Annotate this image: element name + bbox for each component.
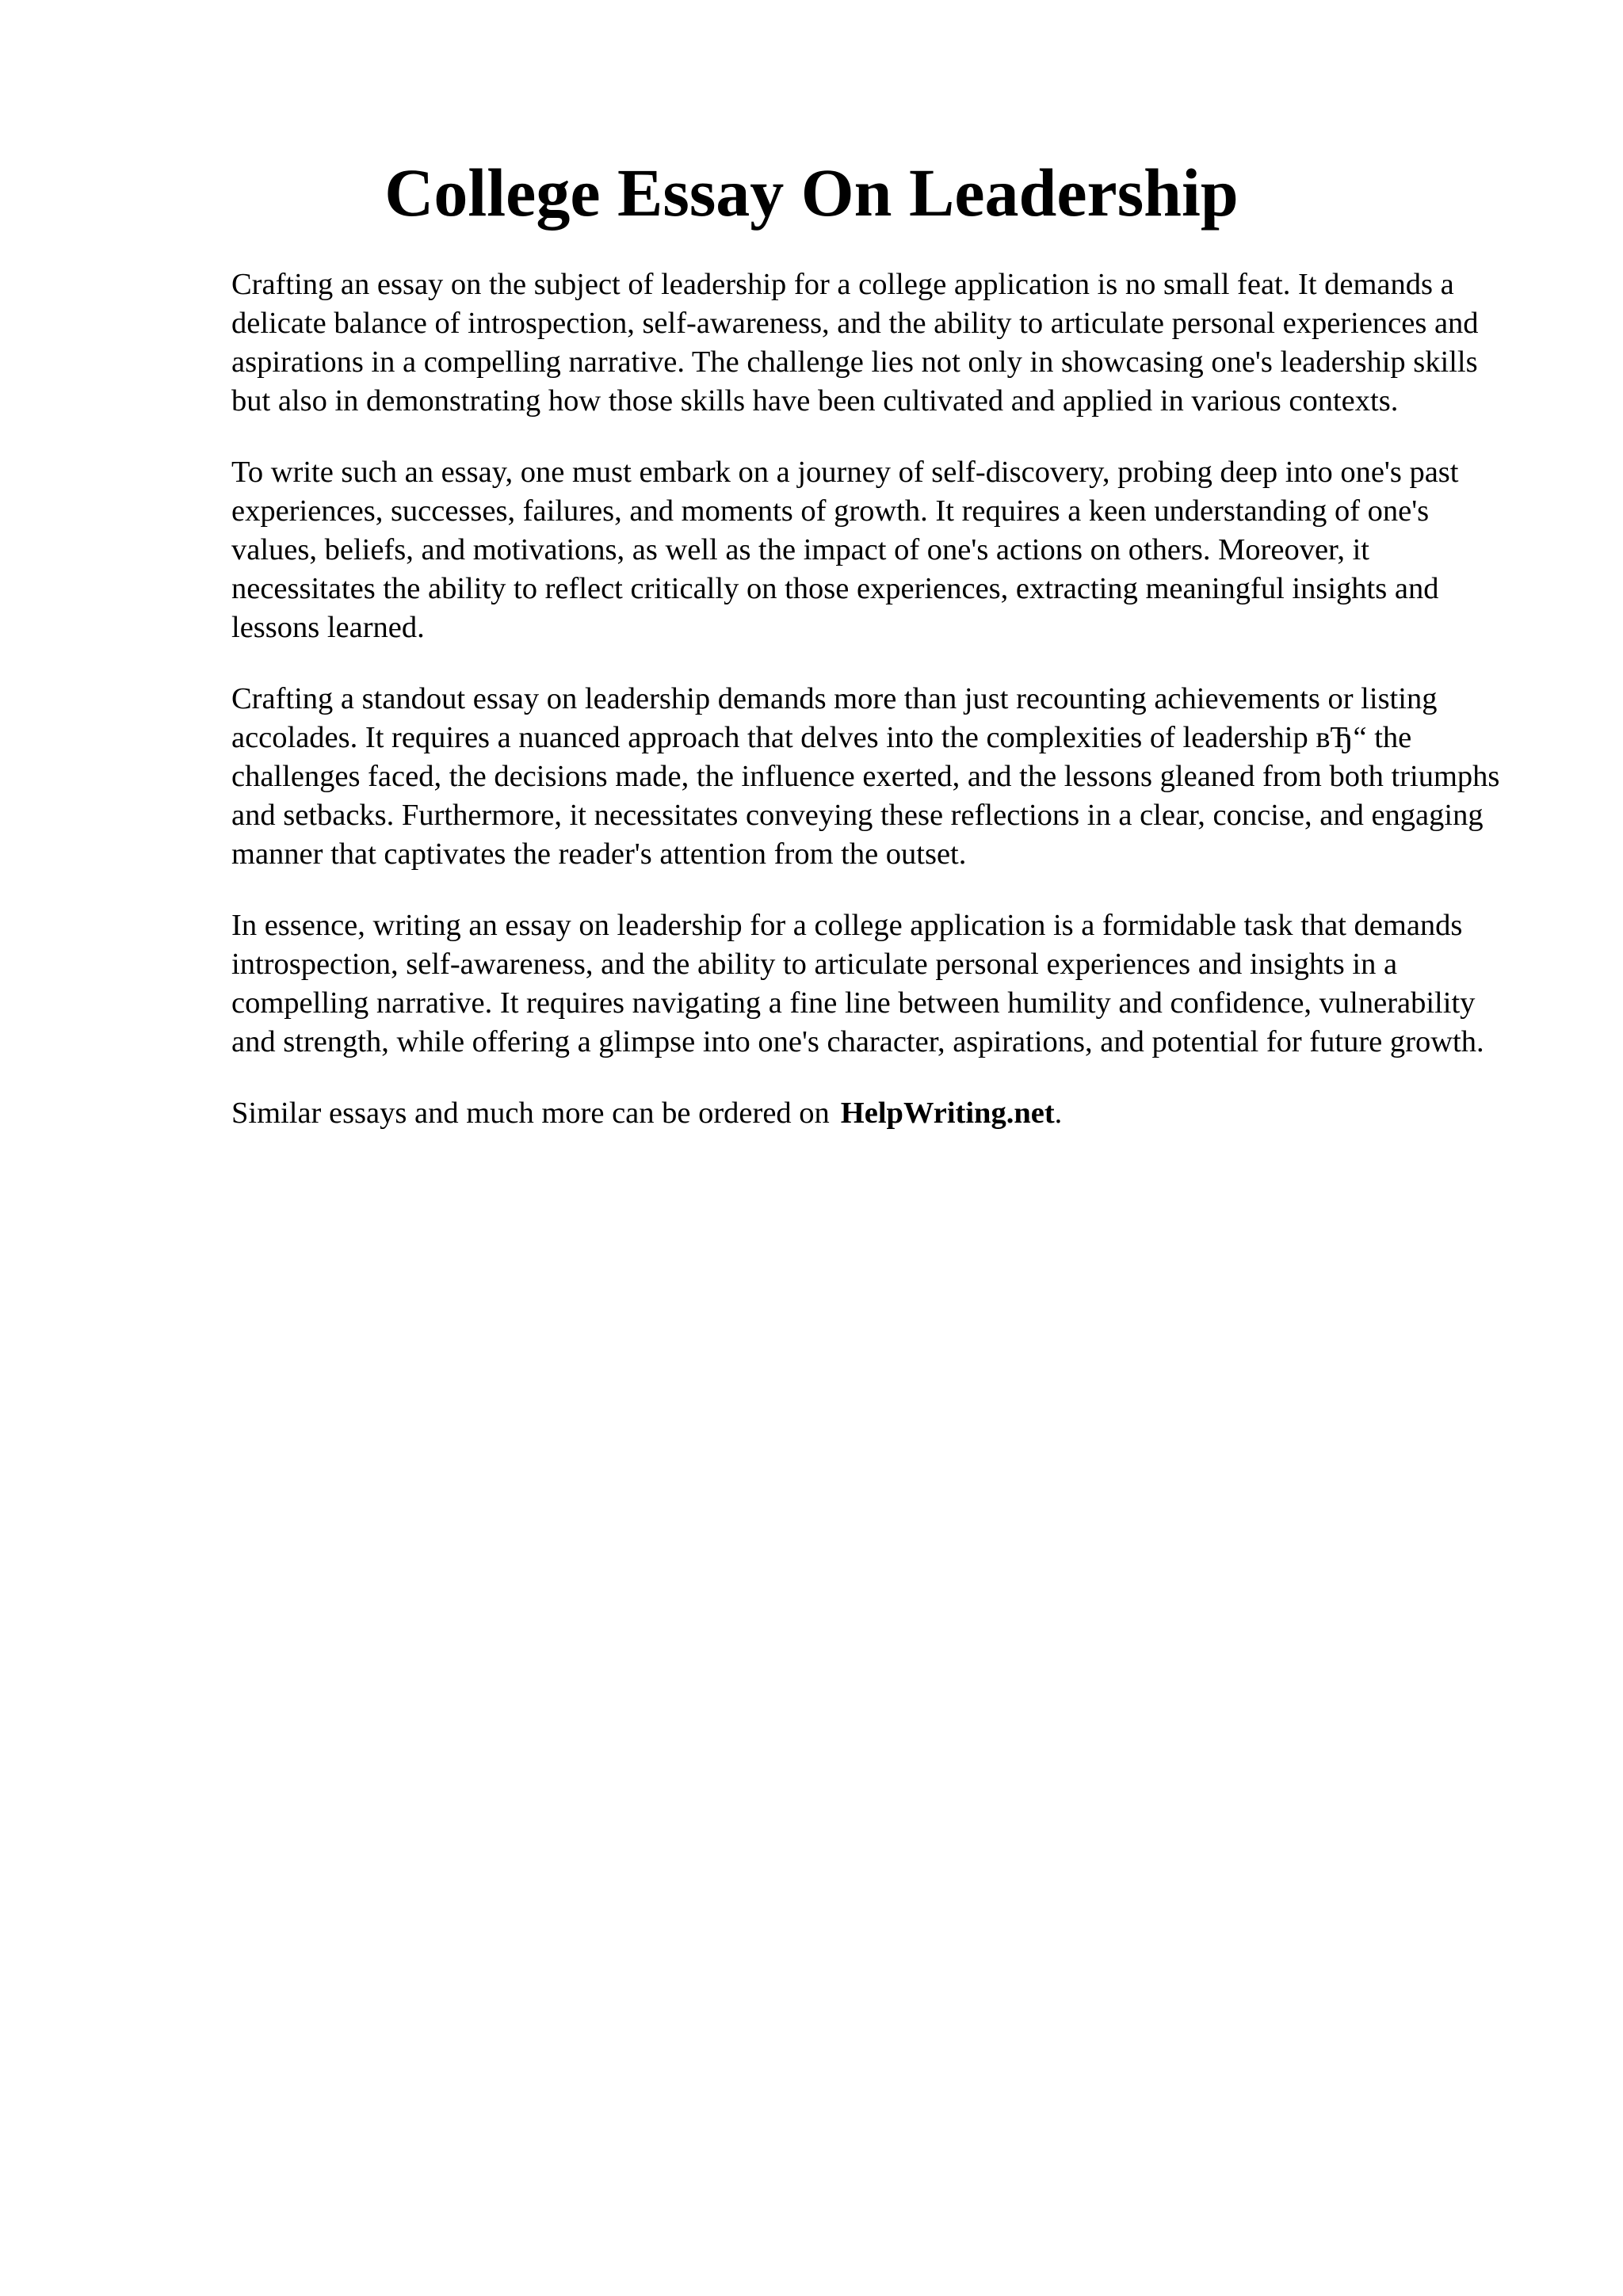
promo-line [231,1094,1515,1133]
brand-link[interactable]: HelpWriting.net [840,1097,1055,1130]
paragraph-2: To write such an essay, one must embark on a journey of self-discovery, probing deep into one's past experiences, successes, failures, and moments of growth. It requires a keen understanding of one's values, beliefs, and motivations, as well as the impact of one's actions on others. Moreover, it necessitates the ability to reflect critically on those experiences, extracting meaningful insights and lessons learned. [231,456,1459,644]
paragraph-1: Crafting an essay on the subject of leadership for a college application is no small feat. It demands a delicate balance of introspection, self-awareness, and the ability to articulate personal experiences and aspirations in a compelling narrative. The challenge lies not only in showcasing one's leadership skills but also in demonstrating how those skills have been cultivated and applied in various contexts. [231,268,1479,418]
promo-text: Similar essays and much more can be ordered on [231,1097,830,1130]
paragraph-3: Crafting a standout essay on leadership demands more than just recounting achievements or listing accolades. It requires a nuanced approach that delves into the complexities of leadership вЂ“ the challenges faced, the decisions made, the influence exerted, and the lessons gleaned from both triumphs and setbacks. Furthermore, it necessitates conveying these reflections in a clear, concise, and engaging manner that captivates the reader's attention from the outset. [231,682,1500,871]
paragraph-4: In essence, writing an essay on leadership for a college application is a formidable task that demands introspection, self-awareness, and the ability to articulate personal experiences and insights in a compelling narrative. It requires navigating a fine line between humility and confidence, vulnerability and strength, while offering a glimpse into one's character, aspirations, and potential for future growth. [231,909,1484,1058]
essay-body [231,265,1515,1165]
promo-period: . [1054,1097,1063,1130]
page-title: College Essay On Leadership [384,154,1239,231]
